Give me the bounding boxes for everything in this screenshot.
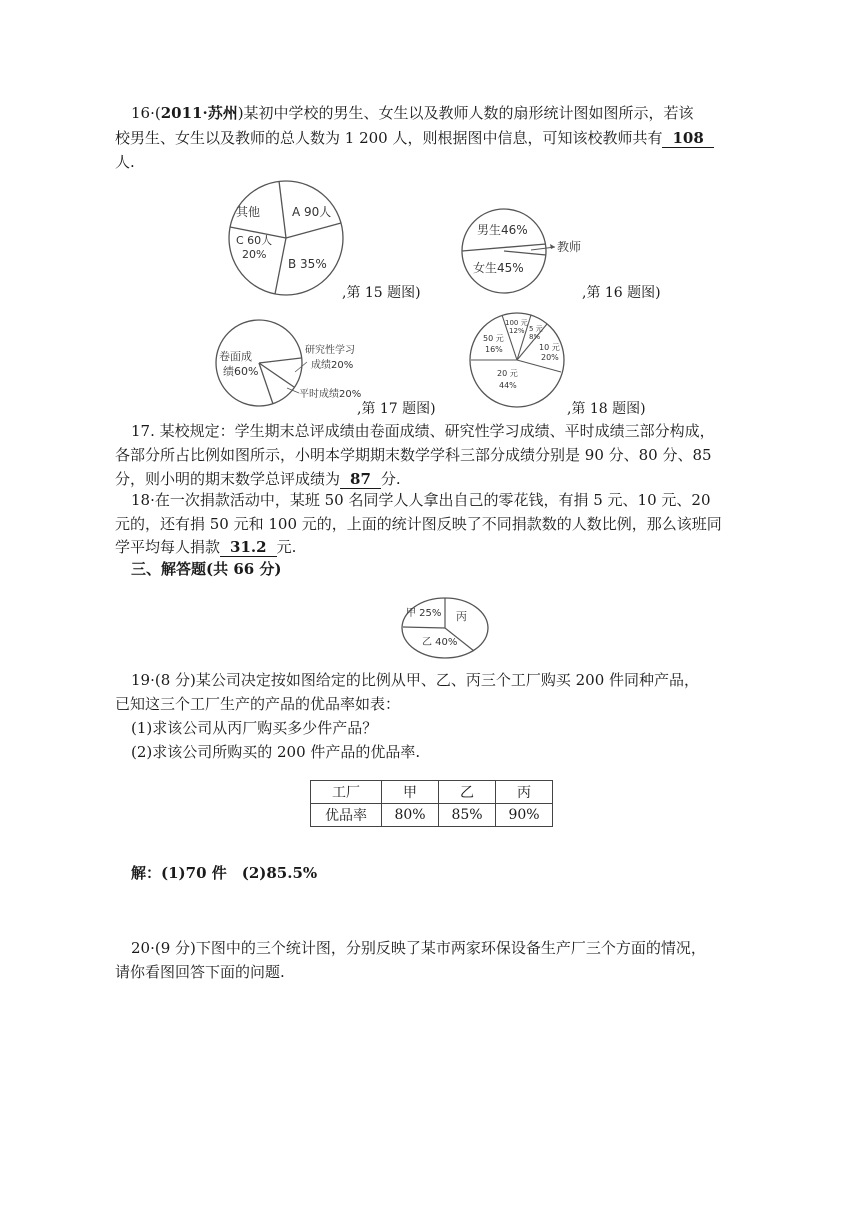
q20-line1: 20·(9 分)下图中的三个统计图，分别反映了某市两家环保设备生产厂三个方面的情况， bbox=[131, 939, 706, 957]
fig18-label-5: 5 元 bbox=[529, 325, 543, 333]
fig17-label-research-2: 成绩20% bbox=[311, 360, 354, 371]
fig18-caption: ,第 18 题图) bbox=[567, 401, 646, 417]
fig17-label-exam-1: 卷面成 bbox=[219, 350, 252, 363]
fig18-label-10-pct: 20% bbox=[541, 353, 559, 362]
q17-text3-end: 分. bbox=[380, 470, 401, 488]
q19-sub2: (2)求该公司所购买的 200 件产品的优品率. bbox=[131, 743, 421, 761]
fig17-pie-chart bbox=[213, 318, 373, 410]
q17-line1: 17. 某校规定：学生期末总评成绩由卷面成绩、研究性学习成绩、平时成绩三部分构成， bbox=[131, 422, 715, 440]
fig18-label-100: 100 元 bbox=[505, 319, 528, 327]
fig18-label-50: 50 元 bbox=[483, 334, 504, 343]
q16-line3: 人. bbox=[115, 153, 135, 171]
q18-text3-end: 元. bbox=[276, 538, 297, 556]
q20-line2: 请你看图回答下面的问题. bbox=[115, 963, 285, 981]
table-header-cell: 乙 bbox=[439, 781, 496, 804]
q19-sub1: (1)求该公司从丙厂购买多少件产品？ bbox=[131, 719, 378, 737]
fig19-label-jia: 甲 25% bbox=[406, 608, 442, 619]
table-header-cell: 丙 bbox=[496, 781, 553, 804]
q17-answer: 87 bbox=[340, 471, 381, 489]
fig16-label-girls: 女生45% bbox=[473, 261, 524, 275]
q16-line1 bbox=[131, 103, 694, 123]
fig15-label-b: B 35% bbox=[288, 257, 327, 271]
table-header-cell: 甲 bbox=[382, 781, 439, 804]
fig17-label-daily: 平时成绩20% bbox=[299, 389, 362, 400]
table-header-cell: 工厂 bbox=[311, 781, 382, 804]
q18-line2: 元的，还有捐 50 元和 100 元的，上面的统计图反映了不同捐款数的人数比例，那么该班同 bbox=[115, 515, 722, 533]
fig15-label-other: 其他 bbox=[236, 205, 261, 219]
q16-text1: )某初中学校的男生、女生以及教师人数的扇形统计图如图所示，若该 bbox=[237, 104, 694, 122]
q19-line1: 19·(8 分)某公司决定按如图给定的比例从甲、乙、丙三个工厂购买 200 件同种产品， bbox=[131, 671, 700, 689]
quality-rate-table bbox=[310, 780, 553, 827]
fig15-caption: ,第 15 题图) bbox=[342, 285, 421, 301]
fig18-label-10: 10 元 bbox=[539, 343, 560, 352]
fig15-pie-chart bbox=[226, 178, 346, 298]
q16-line2 bbox=[115, 128, 714, 148]
table-cell: 85% bbox=[439, 804, 496, 827]
fig19-label-yi: 乙 40% bbox=[422, 637, 458, 648]
q16-prefix: 16·( bbox=[131, 104, 161, 122]
fig19-label-bing: 丙 bbox=[456, 610, 467, 623]
fig18-label-5-pct: 8% bbox=[529, 333, 541, 341]
q18-text3: 学平均每人捐款 bbox=[115, 538, 221, 556]
q19-line2: 已知这三个工厂生产的产品的优品率如表： bbox=[115, 695, 401, 713]
fig18-label-20-pct: 44% bbox=[499, 381, 517, 390]
fig17-label-exam-2: 绩60% bbox=[223, 365, 259, 378]
fig16-label-boys: 男生46% bbox=[477, 223, 528, 237]
fig17-label-research-1: 研究性学习 bbox=[305, 345, 355, 356]
q16-text2: 校男生、女生以及教师的总人数为 1 200 人，则根据图中信息，可知该校教师共有 bbox=[115, 129, 663, 147]
fig18-label-50-pct: 16% bbox=[485, 345, 503, 354]
q16-answer: 108 bbox=[662, 130, 713, 148]
table-cell: 80% bbox=[382, 804, 439, 827]
fig18-label-20: 20 元 bbox=[497, 369, 518, 378]
table-row bbox=[311, 804, 553, 827]
fig18-label-100-pct: 12% bbox=[509, 327, 525, 335]
q17-line3 bbox=[115, 469, 401, 489]
fig19-pie-chart bbox=[400, 596, 492, 660]
fig16-label-teacher: 教师 bbox=[557, 240, 582, 254]
q19-solution: 解：(1)70 件 (2)85.5% bbox=[131, 864, 318, 882]
q18-line1: 18·在一次捐款活动中，某班 50 名同学人人拿出自己的零花钱，有捐 5 元、10 元、20 bbox=[131, 491, 711, 509]
fig17-caption: ,第 17 题图) bbox=[357, 401, 436, 417]
fig16-caption: ,第 16 题图) bbox=[582, 285, 661, 301]
q18-answer: 31.2 bbox=[220, 539, 277, 557]
fig15-label-a: A 90人 bbox=[292, 205, 332, 219]
fig15-label-c-pct: 20% bbox=[242, 248, 267, 261]
table-cell: 优品率 bbox=[311, 804, 382, 827]
table-cell: 90% bbox=[496, 804, 553, 827]
q16-source: 2011·苏州 bbox=[160, 104, 238, 122]
fig15-label-c: C 60人 bbox=[236, 234, 273, 247]
q17-text3: 分，则小明的期末数学总评成绩为 bbox=[115, 470, 341, 488]
q18-line3 bbox=[115, 537, 296, 557]
fig18-pie-chart bbox=[469, 312, 569, 412]
q17-line2: 各部分所占比例如图所示，小明本学期期末数学学科三部分成绩分别是 90 分、80 分、85 bbox=[115, 446, 712, 464]
section-heading: 三、解答题(共 66 分) bbox=[131, 560, 282, 578]
table-header-row bbox=[311, 781, 553, 804]
